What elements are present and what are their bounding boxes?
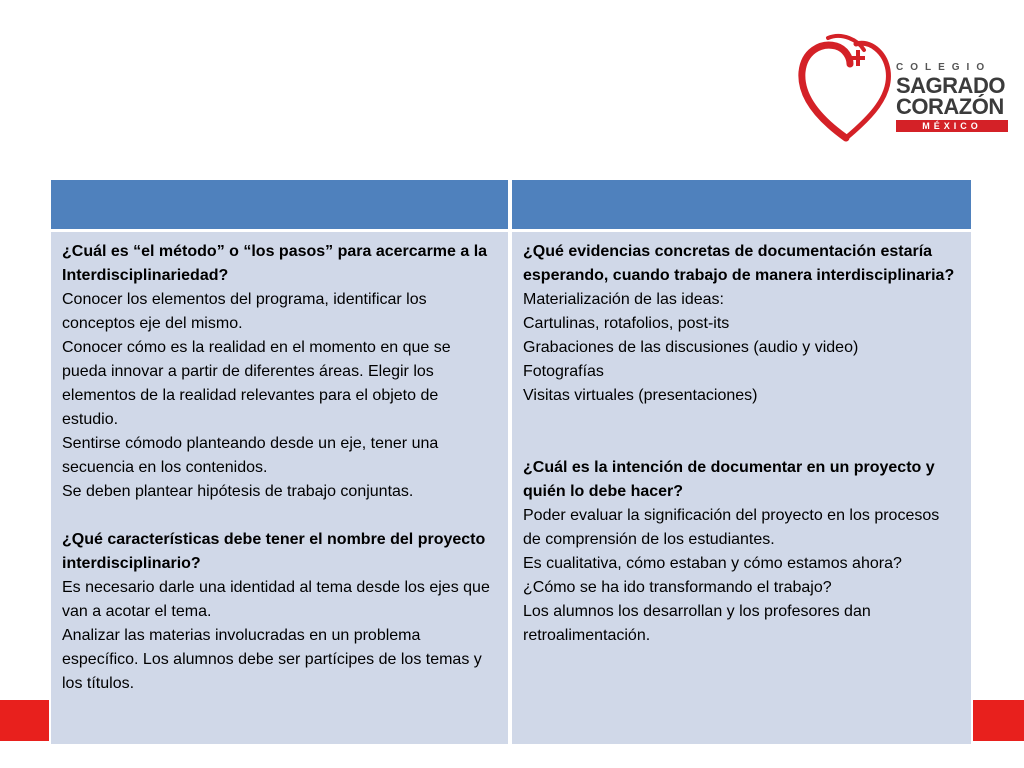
table-header-left xyxy=(51,180,508,229)
answer-line: Conocer los elementos del programa, identificar los conceptos eje del mismo. xyxy=(62,291,427,332)
answer-line: Cartulinas, rotafolios, post-its xyxy=(523,315,730,332)
question-documentation-intent: ¿Cuál es la intención de documentar en un proyecto y quién lo debe hacer? xyxy=(523,459,935,500)
answer-line: ¿Cómo se ha ido transformando el trabajo? xyxy=(523,579,832,596)
heart-cross-icon xyxy=(798,30,898,145)
question-method: ¿Cuál es “el método” o “los pasos” para acercarme a la Interdisciplinariedad? xyxy=(62,243,488,284)
logo-colegio-text: COLEGIO xyxy=(896,62,992,73)
answer-line: Sentirse cómodo planteando desde un eje, tener una secuencia en los contenidos. xyxy=(62,435,439,476)
answer-line: Los alumnos los desarrollan y los profesores dan retroalimentación. xyxy=(523,603,871,644)
table-header-right xyxy=(512,180,971,229)
answer-line: Visitas virtuales (presentaciones) xyxy=(523,387,758,404)
table-cell-left xyxy=(51,232,508,744)
answer-line: Es cualitativa, cómo estaban y cómo estamos ahora? xyxy=(523,555,902,572)
answer-line: Fotografías xyxy=(523,363,604,380)
answer-line: Conocer cómo es la realidad en el momento en que se pueda innovar a partir de diferentes áreas. Elegir los elementos de la realidad relevantes para el objeto de estudio. xyxy=(62,339,451,428)
table-cell-right xyxy=(512,232,971,744)
school-logo xyxy=(798,30,1013,145)
question-evidence: ¿Qué evidencias concretas de documentación estaría esperando, cuando trabajo de manera interdisciplinaria? xyxy=(523,243,955,284)
answer-line: Analizar las materias involucradas en un problema específico. Los alumnos debe ser partícipes de los temas y los títulos. xyxy=(62,627,482,692)
answer-line: Grabaciones de las discusiones (audio y video) xyxy=(523,339,859,356)
question-project-name: ¿Qué características debe tener el nombre del proyecto interdisciplinario? xyxy=(62,531,486,572)
content-table xyxy=(49,178,973,746)
answer-line: Es necesario darle una identidad al tema desde los ejes que van a acotar el tema. xyxy=(62,579,490,620)
logo-line1: SAGRADO xyxy=(896,73,1005,98)
answer-line: Poder evaluar la significación del proyecto en los procesos de comprensión de los estudiantes. xyxy=(523,507,940,548)
answer-line: Se deben plantear hipótesis de trabajo conjuntas. xyxy=(62,483,414,500)
logo-line2: CORAZÓN xyxy=(896,94,1004,119)
logo-country: MÉXICO xyxy=(896,120,1008,132)
answer-line: Materialización de las ideas: xyxy=(523,291,724,308)
